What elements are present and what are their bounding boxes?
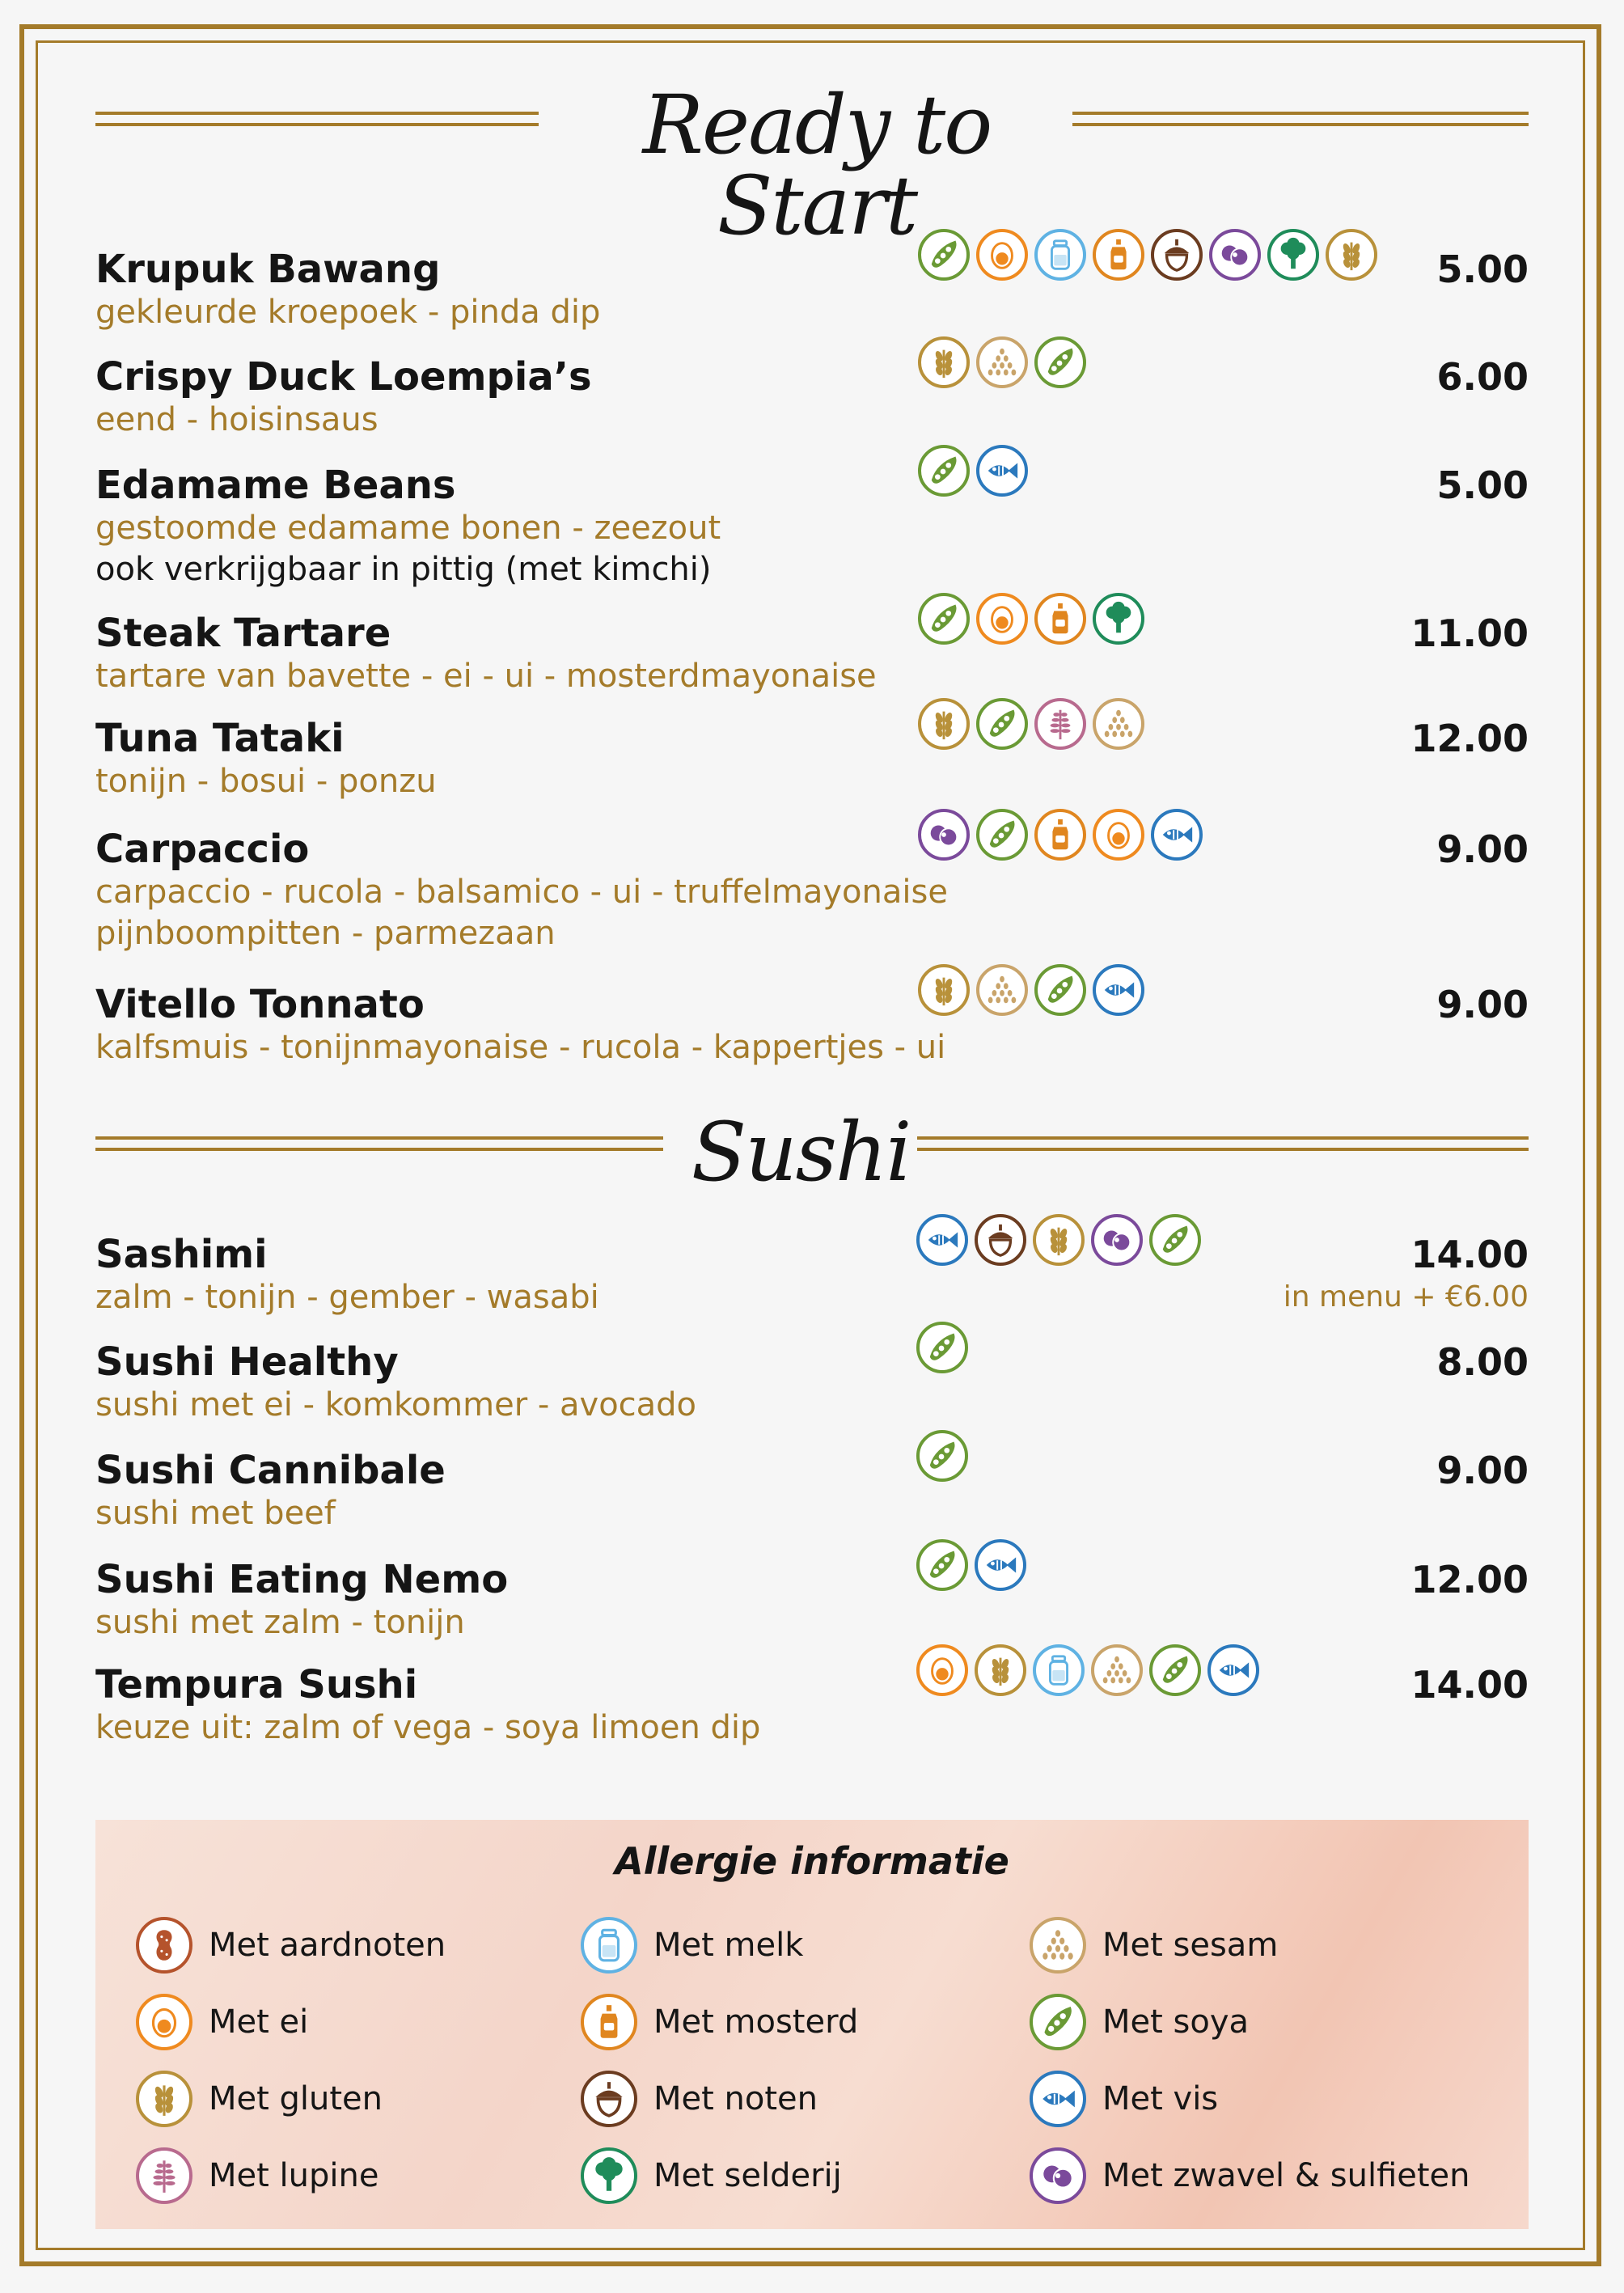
- allergen-icons: [918, 809, 1203, 861]
- gluten-icon: [918, 964, 970, 1016]
- menu-item: [95, 982, 945, 1068]
- legend-entry: [136, 2071, 383, 2127]
- item-price: 9.00: [1436, 983, 1529, 1026]
- egg-icon: [1093, 809, 1144, 861]
- legend-label: Met ei: [209, 2003, 309, 2041]
- legend-entry: [136, 2147, 379, 2204]
- menu-item: [95, 1557, 508, 1644]
- mustard-icon: [1034, 593, 1086, 645]
- legend-entry: [136, 1994, 308, 2050]
- legend-entry: [1030, 2071, 1218, 2127]
- celery-icon: [1267, 229, 1319, 281]
- heading-rule-right: [1072, 112, 1529, 126]
- legend-entry: [1030, 1994, 1249, 2050]
- menu-item: [95, 247, 600, 333]
- item-price: 12.00: [1410, 1558, 1529, 1601]
- egg-icon: [976, 229, 1028, 281]
- legend-title: Allergie informatie: [615, 1839, 1009, 1883]
- gluten-icon: [918, 698, 970, 750]
- sulfite-icon: [1209, 229, 1261, 281]
- legend-label: Met melk: [653, 1927, 804, 1964]
- lupine-icon: [136, 2147, 192, 2204]
- item-name: Crispy Duck Loempia’s: [95, 354, 592, 400]
- heading-rule-right: [917, 1136, 1529, 1151]
- item-price: 5.00: [1436, 247, 1529, 291]
- sesame-icon: [1093, 698, 1144, 750]
- soya-icon: [916, 1322, 968, 1373]
- allergen-icons: [916, 1430, 968, 1482]
- legend-label: Met gluten: [209, 2080, 383, 2117]
- gluten-icon: [918, 336, 970, 388]
- egg-icon: [136, 1994, 192, 2050]
- item-price: 6.00: [1436, 355, 1529, 399]
- item-name: Tuna Tataki: [95, 716, 345, 761]
- milk-icon: [1034, 229, 1086, 281]
- item-name: Tempura Sushi: [95, 1662, 418, 1707]
- heading-rule-left: [95, 1136, 663, 1151]
- menu-item: [95, 611, 877, 697]
- fish-icon: [916, 1214, 968, 1266]
- legend-entry: [581, 2147, 842, 2204]
- menu-item: [95, 1339, 696, 1426]
- allergen-icons: [916, 1539, 1026, 1591]
- legend-label: Met zwavel & sulfieten: [1102, 2157, 1470, 2194]
- legend-label: Met selderij: [653, 2157, 842, 2194]
- nuts-icon: [1151, 229, 1203, 281]
- item-name: Sushi Cannibale: [95, 1448, 446, 1493]
- item-name: Sushi Healthy: [95, 1339, 399, 1385]
- item-note: ook verkrijgbaar in pittig (met kimchi): [95, 551, 712, 588]
- item-description-line-2: pijnboompitten - parmezaan: [95, 915, 556, 952]
- soya-icon: [1149, 1644, 1201, 1696]
- sulfite-icon: [1030, 2147, 1086, 2204]
- item-price: 11.00: [1410, 611, 1529, 655]
- allergen-icons: [916, 1322, 968, 1373]
- item-name: Edamame Beans: [95, 463, 456, 508]
- fish-icon: [1030, 2071, 1086, 2127]
- allergen-icons: [918, 593, 1144, 645]
- legend-entry: [581, 1994, 858, 2050]
- item-description: sushi met beef: [95, 1495, 336, 1532]
- item-description: kalfsmuis - tonijnmayonaise - rucola - kappertjes - ui: [95, 1029, 946, 1066]
- item-description: tartare van bavette - ei - ui - mosterdmayonaise: [95, 658, 877, 695]
- menu-item: [95, 463, 721, 590]
- sesame-icon: [976, 964, 1028, 1016]
- allergen-icons: [918, 698, 1144, 750]
- egg-icon: [976, 593, 1028, 645]
- sulfite-icon: [1091, 1214, 1143, 1266]
- heading-rule-left: [95, 112, 539, 126]
- lupine-icon: [1034, 698, 1086, 750]
- allergen-icons: [918, 964, 1144, 1016]
- mustard-icon: [1093, 229, 1144, 281]
- legend-label: Met vis: [1102, 2080, 1219, 2117]
- item-description: carpaccio - rucola - balsamico - ui - truffelmayonaise: [95, 874, 948, 911]
- menu-item: [95, 716, 437, 802]
- fish-icon: [976, 445, 1028, 497]
- milk-icon: [581, 1917, 637, 1974]
- menu-item: [95, 1232, 599, 1318]
- soya-icon: [918, 229, 970, 281]
- nuts-icon: [581, 2071, 637, 2127]
- legend-entry: [581, 1917, 803, 1974]
- item-description: tonijn - bosui - ponzu: [95, 763, 437, 800]
- item-description: gestoomde edamame bonen - zeezout: [95, 510, 721, 547]
- celery-icon: [581, 2147, 637, 2204]
- fish-icon: [975, 1539, 1026, 1591]
- section-title-ready-to-start: Ready to Start: [642, 78, 992, 253]
- item-description: keuze uit: zalm of vega - soya limoen dip: [95, 1709, 761, 1746]
- legend-entry: [1030, 2147, 1470, 2204]
- mustard-icon: [581, 1994, 637, 2050]
- fish-icon: [1151, 809, 1203, 861]
- item-description: sushi met zalm - tonijn: [95, 1604, 465, 1641]
- legend-label: Met soya: [1102, 2003, 1250, 2041]
- allergen-icons: [916, 1644, 1259, 1696]
- gluten-icon: [1326, 229, 1377, 281]
- soya-icon: [1034, 964, 1086, 1016]
- gluten-icon: [975, 1644, 1026, 1696]
- celery-icon: [1093, 593, 1144, 645]
- nuts-icon: [975, 1214, 1026, 1266]
- legend-label: Met aardnoten: [209, 1927, 446, 1964]
- item-description: zalm - tonijn - gember - wasabi: [95, 1279, 599, 1316]
- menu-item: [95, 1662, 760, 1749]
- legend-label: Met lupine: [209, 2157, 379, 2194]
- sesame-icon: [1030, 1917, 1086, 1974]
- soya-icon: [916, 1539, 968, 1591]
- milk-icon: [1033, 1644, 1085, 1696]
- soya-icon: [976, 698, 1028, 750]
- soya-icon: [918, 445, 970, 497]
- allergy-legend: [95, 1820, 1529, 2229]
- section-title-sushi: Sushi: [691, 1105, 911, 1199]
- item-name: Vitello Tonnato: [95, 982, 425, 1027]
- allergen-icons: [918, 229, 1377, 281]
- item-description: sushi met ei - komkommer - avocado: [95, 1386, 697, 1424]
- item-price: 5.00: [1436, 463, 1529, 507]
- item-name: Krupuk Bawang: [95, 247, 441, 292]
- menu-item: [95, 827, 948, 954]
- gluten-icon: [136, 2071, 192, 2127]
- fish-icon: [1093, 964, 1144, 1016]
- item-price: 9.00: [1436, 827, 1529, 871]
- menu-item: [95, 1448, 446, 1534]
- mustard-icon: [1034, 809, 1086, 861]
- sesame-icon: [976, 336, 1028, 388]
- item-name: Steak Tartare: [95, 611, 391, 656]
- sulfite-icon: [918, 809, 970, 861]
- item-name: Carpaccio: [95, 827, 310, 872]
- legend-label: Met sesam: [1102, 1927, 1279, 1964]
- item-description: eend - hoisinsaus: [95, 401, 379, 438]
- legend-entry: [581, 2071, 818, 2127]
- allergen-icons: [918, 336, 1086, 388]
- sesame-icon: [1091, 1644, 1143, 1696]
- item-price: 14.00: [1410, 1233, 1529, 1276]
- legend-entry: [136, 1917, 446, 1974]
- allergen-icons: [916, 1214, 1201, 1266]
- item-price: 8.00: [1436, 1340, 1529, 1384]
- item-price: 9.00: [1436, 1449, 1529, 1492]
- soya-icon: [916, 1430, 968, 1482]
- soya-icon: [1149, 1214, 1201, 1266]
- menu-item: [95, 354, 592, 441]
- fish-icon: [1207, 1644, 1259, 1696]
- soya-icon: [1030, 1994, 1086, 2050]
- soya-icon: [1034, 336, 1086, 388]
- item-name: Sushi Eating Nemo: [95, 1557, 509, 1602]
- item-name: Sashimi: [95, 1232, 268, 1277]
- legend-entry: [1030, 1917, 1278, 1974]
- legend-label: Met mosterd: [653, 2003, 859, 2041]
- gluten-icon: [1033, 1214, 1085, 1266]
- soya-icon: [918, 593, 970, 645]
- legend-label: Met noten: [653, 2080, 818, 2117]
- item-description: gekleurde kroepoek - pinda dip: [95, 294, 601, 331]
- item-price: 12.00: [1410, 717, 1529, 760]
- peanut-icon: [136, 1917, 192, 1974]
- item-price: 14.00: [1410, 1663, 1529, 1707]
- allergen-icons: [918, 445, 1028, 497]
- soya-icon: [976, 809, 1028, 861]
- item-price-note: in menu + €6.00: [1283, 1280, 1529, 1314]
- egg-icon: [916, 1644, 968, 1696]
